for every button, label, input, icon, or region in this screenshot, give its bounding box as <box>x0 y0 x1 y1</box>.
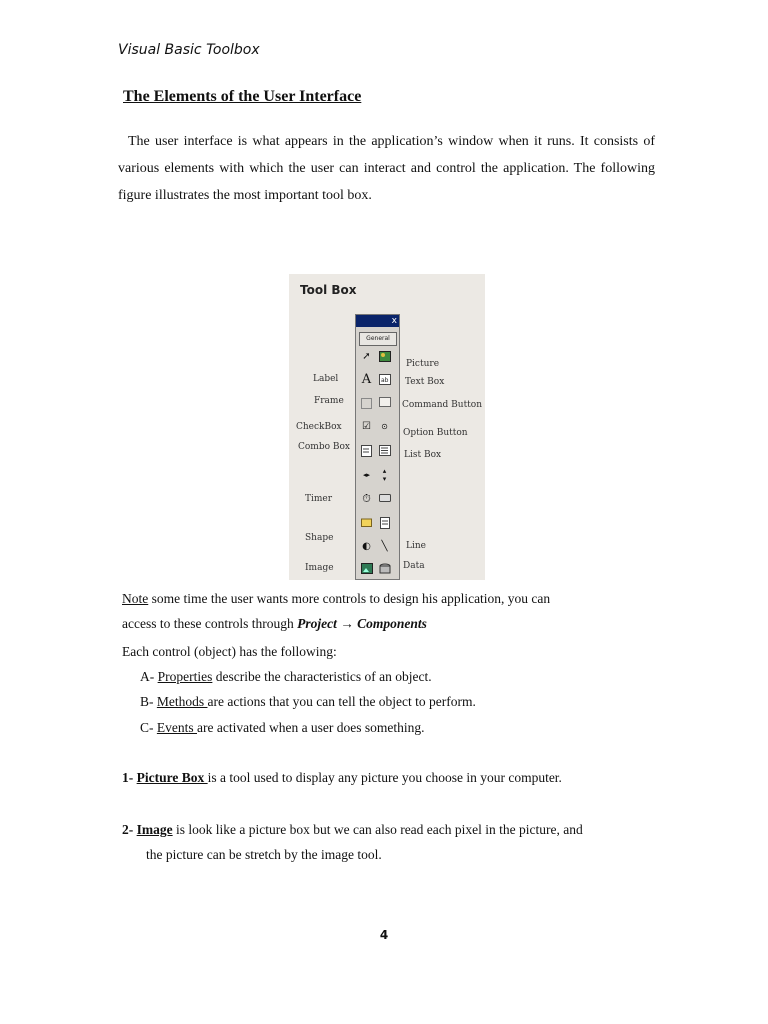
data-control-glyph <box>379 563 391 575</box>
hscrollbar-icon: ◂▸ <box>362 471 371 479</box>
intro-paragraph <box>118 128 655 209</box>
frame-icon <box>360 397 373 409</box>
checkbox-icon: ☑ <box>362 421 371 432</box>
toolbox-titlebar <box>356 315 399 327</box>
note-label: Note <box>122 591 149 606</box>
file-list-glyph <box>380 517 390 529</box>
section-title: The Elements of the User Interface <box>123 88 362 105</box>
item-picture-box <box>122 770 562 786</box>
item-text: is look like a picture box but we can also read each pixel in the picture, and <box>172 822 583 837</box>
intro-text: The user interface is what appears in the application’s window when it runs. It consists of various elements with which the user can interact and control the application. The following figure illustrates the most important tool box. <box>118 134 655 203</box>
item-number: 2- <box>122 822 137 837</box>
picture-caption: Picture <box>406 359 440 369</box>
vscrollbar-icon: ▴ ▾ <box>382 467 387 483</box>
list-prefix: A- <box>140 669 158 684</box>
note-line-2-text: access to these controls through <box>122 616 298 631</box>
pointer-icon: ➚ <box>362 351 371 362</box>
item-image-line-2: the picture can be stretch by the image tool. <box>146 847 382 862</box>
image-glyph <box>361 563 373 574</box>
shape-icon: ◐ <box>362 541 371 552</box>
command-button-icon <box>378 397 391 409</box>
list-item-events <box>140 720 425 736</box>
textbox-caption: Text Box <box>405 377 445 387</box>
timer-icon: ⏱ <box>362 492 371 505</box>
file-list-icon <box>378 517 391 529</box>
list-term: Methods <box>156 694 208 709</box>
data-caption: Data <box>403 561 425 571</box>
list-item-properties <box>140 669 432 685</box>
page-number: 4 <box>379 928 389 942</box>
image-icon <box>360 563 373 575</box>
list-box-caption: List Box <box>404 450 442 460</box>
dir-list-glyph <box>361 517 372 527</box>
textbox-icon <box>378 374 391 386</box>
shape-caption: Shape <box>305 533 334 543</box>
list-prefix: B- <box>140 694 157 709</box>
drive-list-icon <box>378 493 391 505</box>
list-prefix: C- <box>140 720 157 735</box>
textbox-glyph <box>379 374 391 385</box>
line-icon: ╲ <box>381 541 388 552</box>
list-rest: are actions that you can tell the object to perform. <box>207 694 476 709</box>
each-control-line: Each control (object) has the following: <box>122 644 337 659</box>
list-term: Properties <box>157 669 213 684</box>
close-icon: x <box>391 316 397 326</box>
toolbox-window <box>355 314 400 580</box>
figure-title: Tool Box <box>300 283 357 297</box>
item-text: is a tool used to display any picture you choose in your computer. <box>207 770 562 785</box>
list-box-glyph <box>379 445 391 456</box>
checkbox-caption: CheckBox <box>296 422 342 432</box>
label-icon: A <box>361 372 372 387</box>
menu-path: Project → Components <box>297 616 427 631</box>
list-item-methods <box>140 694 476 710</box>
note-line-2 <box>122 616 427 632</box>
running-header: Visual Basic Toolbox <box>118 42 260 58</box>
picture-box-glyph <box>379 351 391 362</box>
list-rest: describe the characteristics of an object. <box>212 669 432 684</box>
item-term: Image <box>136 822 173 837</box>
timer-caption: Timer <box>305 494 333 504</box>
command-button-glyph <box>379 397 391 407</box>
general-tab: General <box>359 332 397 346</box>
drive-list-glyph <box>379 493 391 503</box>
option-button-icon: ⊙ <box>381 422 388 431</box>
item-number: 1- <box>122 770 137 785</box>
command-button-caption: Command Button <box>402 400 483 410</box>
note-line-1-text: some time the user wants more controls to design his application, you can <box>148 591 551 606</box>
data-control-icon <box>378 563 391 575</box>
item-image <box>122 822 583 838</box>
list-box-icon <box>378 445 391 457</box>
option-button-caption: Option Button <box>403 428 468 438</box>
line-caption: Line <box>406 541 426 551</box>
toolbox-figure <box>289 274 485 580</box>
combo-box-glyph <box>361 445 372 457</box>
list-rest: are activated when a user does something. <box>197 720 425 735</box>
dir-list-icon <box>360 517 373 529</box>
note-line-1 <box>122 591 550 607</box>
frame-glyph <box>361 397 372 409</box>
picture-box-icon <box>378 351 391 363</box>
combo-box-caption: Combo Box <box>298 442 350 452</box>
frame-caption: Frame <box>314 396 344 406</box>
combo-box-icon <box>360 445 373 457</box>
label-caption: Label <box>313 374 339 384</box>
item-term: Picture Box <box>136 770 208 785</box>
list-term: Events <box>156 720 197 735</box>
svg-text:ab: ab <box>380 377 388 384</box>
image-caption: Image <box>305 563 334 573</box>
